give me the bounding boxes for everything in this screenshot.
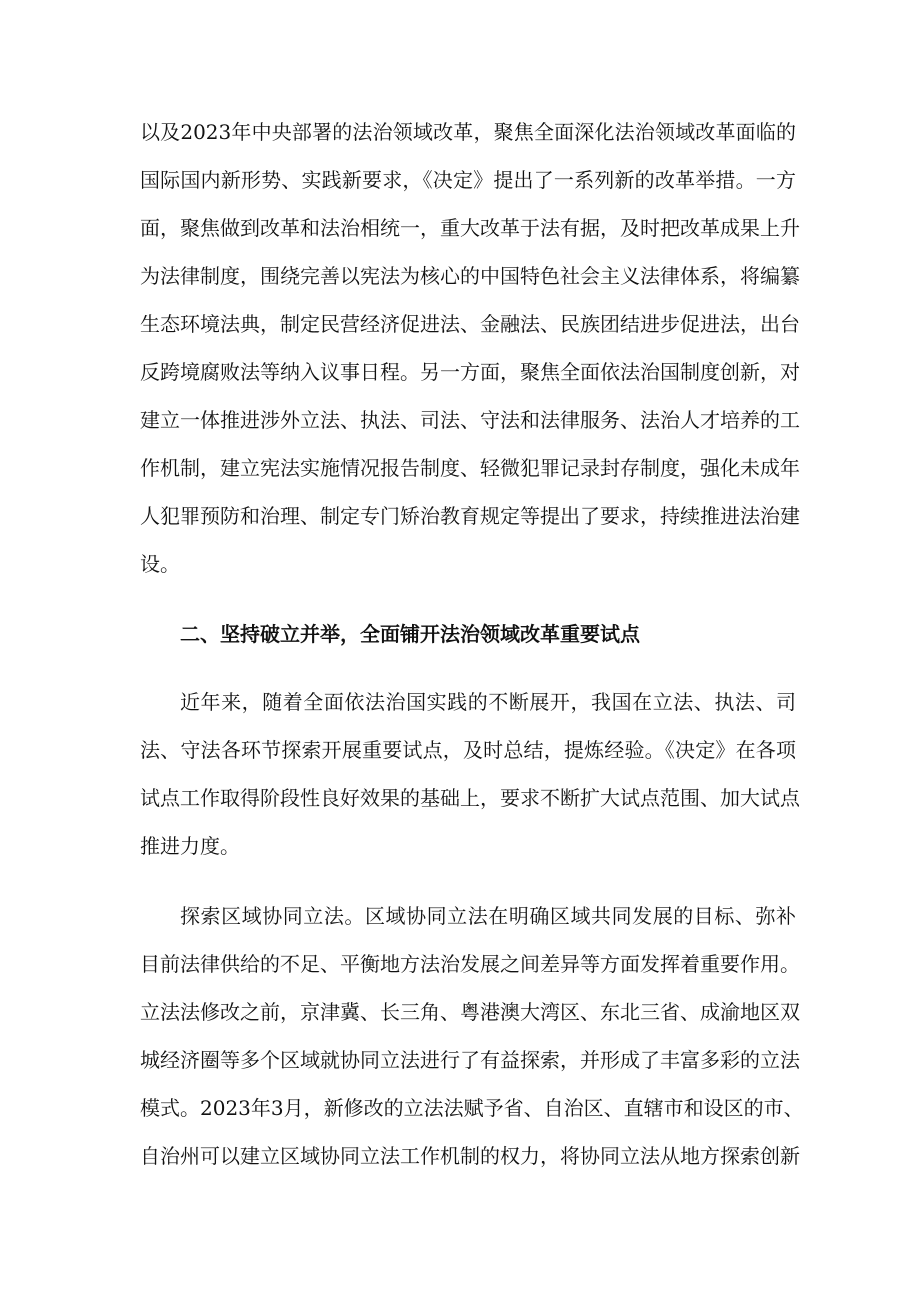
paragraph-1-line: 人犯罪预防和治理、制定专门矫治教育规定等提出了要求，持续推进法治建	[140, 504, 800, 528]
paragraph-3-line: 城经济圈等多个区域就协同立法进行了有益探索，并形成了丰富多彩的立法	[140, 1048, 800, 1072]
paragraph-1-line: 为法律制度，围绕完善以宪法为核心的中国特色社会主义法律体系，将编纂	[140, 264, 800, 288]
paragraph-1-line: 设。	[140, 552, 180, 576]
paragraph-3-line: 立法法修改之前，京津冀、长三角、粤港澳大湾区、东北三省、成渝地区双	[140, 1000, 800, 1024]
paragraph-1-line: 作机制，建立宪法实施情况报告制度、轻微犯罪记录封存制度，强化未成年	[140, 456, 800, 480]
paragraph-1-line: 生态环境法典，制定民营经济促进法、金融法、民族团结进步促进法，出台	[140, 312, 800, 336]
paragraph-3-line: 目前法律供给的不足、平衡地方法治发展之间差异等方面发挥着重要作用。	[140, 952, 800, 976]
paragraph-3-line: 模式。2023年3月，新修改的立法法赋予省、自治区、直辖市和设区的市、	[140, 1096, 804, 1120]
paragraph-2-line: 试点工作取得阶段性良好效果的基础上，要求不断扩大试点范围、加大试点	[140, 786, 800, 810]
paragraph-3-line: 探索区域协同立法。区域协同立法在明确区域共同发展的目标、弥补	[180, 904, 796, 928]
paragraph-2	[140, 678, 800, 870]
paragraph-2-line: 法、守法各环节探索开展重要试点，及时总结，提炼经验。《决定》在各项	[140, 738, 796, 762]
paragraph-3	[140, 892, 804, 1180]
section-heading: 二、坚持破立并举，全面铺开法治领域改革重要试点	[180, 622, 640, 646]
paragraph-1-line: 以及2023年中央部署的法治领域改革，聚焦全面深化法治领域改革面临的	[140, 120, 796, 144]
paragraph-1-line: 国际国内新形势、实践新要求，《决定》提出了一系列新的改革举措。一方	[140, 168, 796, 192]
paragraph-2-line: 近年来，随着全面依法治国实践的不断展开，我国在立法、执法、司	[180, 690, 796, 714]
paragraph-1-line: 面，聚焦做到改革和法治相统一，重大改革于法有据，及时把改革成果上升	[140, 216, 800, 240]
paragraph-3-line: 自治州可以建立区域协同立法工作机制的权力，将协同立法从地方探索创新	[140, 1144, 800, 1168]
paragraph-1	[140, 108, 800, 588]
paragraph-1-line: 建立一体推进涉外立法、执法、司法、守法和法律服务、法治人才培养的工	[140, 408, 800, 432]
paragraph-2-line: 推进力度。	[140, 834, 240, 858]
paragraph-1-line: 反跨境腐败法等纳入议事日程。另一方面，聚焦全面依法治国制度创新，对	[140, 360, 800, 384]
